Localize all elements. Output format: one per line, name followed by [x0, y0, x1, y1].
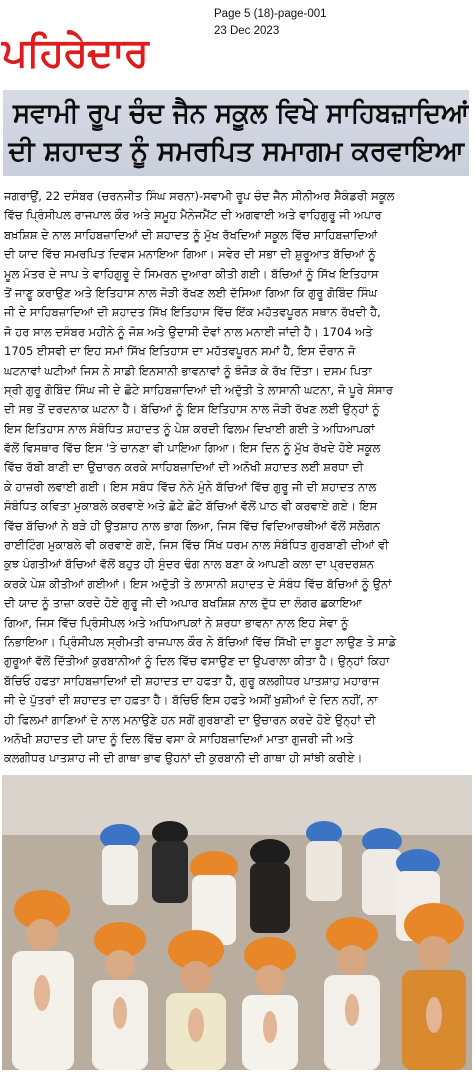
newspaper-logo: ਪਹਿਰੇਦਾਰ	[2, 30, 148, 76]
article-line: ਇਸ ਇਤਿਹਾਸ ਨਾਲ ਸੰਬੰਧਿਤ ਸ਼ਹਾਦਤ ਨੂੰ ਪੇਸ਼ ਕਰਦੀ ਫਿਲਮ ਦਿਖਾਈ ਗਈ ਤੇ ਅਧਿਆਪਕਾਂ	[4, 421, 375, 436]
article-line: ਸ੍ਰੀ ਗੁਰੂ ਗੋਬਿੰਦ ਸਿੰਘ ਜੀ ਦੇ ਛੋਟੇ ਸਾਹਿਬਜ਼ਾਦਿਆਂ ਦੀ ਅਦੁੱਤੀ ਤੇ ਲਾਸਾਨੀ ਘਟਨਾ, ਜੋ ਪੂਰੇ ਸੰਸਾਰ	[4, 382, 393, 397]
article-line: ਜੀ ਦੇ ਸਾਹਿਬਜ਼ਾਦਿਆਂ ਦੀ ਸ਼ਹਾਦਤ ਸਿੱਖ ਇਤਿਹਾਸ ਵਿੱਚ ਇੱਕ ਮਹੱਤਵਪੂਰਨ ਸਥਾਨ ਰੱਖਦੀ ਹੈ,	[4, 305, 381, 320]
article-line: ਕਰਕੇ ਪੇਸ਼ ਕੀਤੀਆਂ ਗਈਆਂ। ਇਸ ਅਦੁੱਤੀ ਤੇ ਲਾਸਾਨੀ ਸ਼ਹਾਦਤ ਦੇ ਸੰਬੰਧ ਵਿੱਚ ਬੱਚਿਆਂ ਨੂੰ ਉਨਾਂ	[4, 576, 392, 591]
article-line: ਕੇ ਹਾਜ਼ਰੀ ਲਵਾਈ ਗਈ। ਇਸ ਸਬੰਧ ਵਿੱਚ ਨੰਨੇ ਮੁੰਨੇ ਬੱਚਿਆਂ ਵਿੱਚ ਗੁਰੂ ਜੀ ਦੀ ਸ਼ਹਾਦਤ ਨਾਲ	[4, 479, 377, 494]
article-line: ਵੱਲੋਂ ਵਿਸਥਾਰ ਵਿੱਚ ਇਸ 'ਤੇ ਚਾਨਣਾ ਵੀ ਪਾਇਆ ਗਿਆ। ਇਸ ਦਿਨ ਨੂੰ ਮੁੱਖ ਰੱਖਦੇ ਹੋਏ ਸਕੂਲ	[4, 441, 381, 456]
article-line: ਮੂਲ ਮੰਤਰ ਦੇ ਜਾਪ ਤੇ ਵਾਹਿਗੁਰੂ ਦੇ ਸਿਮਰਨ ਦੁਆਰਾ ਕੀਤੀ ਗਈ। ਬੱਚਿਆਂ ਨੂੰ ਸਿੱਖ ਇਤਿਹਾਸ	[4, 266, 379, 281]
article-line: ਦੀ ਯਾਦ ਵਿੱਚ ਸਮਰਪਿਤ ਦਿਵਸ ਮਨਾਇਆ ਗਿਆ। ਸਵੇਰ ਦੀ ਸਭਾ ਦੀ ਸ਼ੁਰੂਆਤ ਬੱਚਿਆਂ ਨੂੰ	[4, 247, 376, 262]
article-line: 1705 ਈਸਵੀ ਦਾ ਇਹ ਸਮਾਂ ਸਿੱਖ ਇਤਿਹਾਸ ਦਾ ਮਹੱਤਵਪੂਰਨ ਸਮਾਂ ਹੈ, ਇਸ ਦੌਰਾਨ ਜੋ	[4, 344, 356, 359]
article-line: ਅਨੋਖੀ ਸ਼ਹਾਦਤ ਦੀ ਯਾਦ ਨੂੰ ਦਿਲ ਵਿੱਚ ਵਸਾ ਕੇ ਸਾਹਿਬਜ਼ਾਦਿਆਂ ਮਾਤਾ ਗੁਜਰੀ ਜੀ ਅਤੇ	[4, 731, 354, 746]
article-line: ਵਿੱਚ ਬੱਚਿਆਂ ਨੇ ਬੜੇ ਹੀ ਉਤਸ਼ਾਹ ਨਾਲ ਭਾਗ ਲਿਆ, ਜਿਸ ਵਿੱਚ ਵਿਦਿਆਰਥੀਆਂ ਵੱਲੋਂ ਸਲੋਗਨ	[4, 518, 380, 533]
article-line: ਰਾਈਟਿੰਗ ਮੁਕਾਬਲੇ ਵੀ ਕਰਵਾਏ ਗਏ, ਜਿਸ ਵਿੱਚ ਸਿੱਖ ਧਰਮ ਨਾਲ ਸੰਬੰਧਿਤ ਗੁਰਬਾਣੀ ਦੀਆਂ ਵੀ	[4, 538, 389, 553]
article-line: ਗਿਆ, ਜਿਸ ਵਿੱਚ ਪ੍ਰਿੰਸੀਪਲ ਅਤੇ ਅਧਿਆਪਕਾਂ ਨੇ ਸ਼ਰਧਾ ਭਾਵਨਾ ਨਾਲ ਇਹ ਸੇਵਾ ਨੂੰ	[4, 615, 349, 630]
article-line: ਵਿੱਚ ਪ੍ਰਿੰਸੀਪਲ ਰਾਜਪਾਲ ਕੌਰ ਅਤੇ ਸਮੂਹ ਮੈਨੇਜਮੈਂਟ ਦੀ ਅਗਵਾਈ ਅਤੇ ਵਾਹਿਗੁਰੂ ਜੀ ਅਪਾਰ	[4, 208, 382, 223]
article-line: ਬਖ਼ਸ਼ਿਸ਼ ਦੇ ਨਾਲ ਸਾਹਿਬਜ਼ਾਦਿਆਂ ਦੀ ਸ਼ਹਾਦਤ ਨੂੰ ਮੁੱਖ ਰੱਖਦਿਆਂ ਸਕੂਲ ਵਿੱਚ ਸਾਹਿਬਜ਼ਾਦਿਆਂ	[4, 227, 378, 242]
article-line: ਜੋ ਹਰ ਸਾਲ ਦਸੰਬਰ ਮਹੀਨੇ ਨੂੰ ਜੋਸ਼ ਅਤੇ ਉਦਾਸੀ ਦੋਵਾਂ ਨਾਲ ਮਨਾਈ ਜਾਂਦੀ ਹੈ। 1704 ਅਤੇ	[4, 324, 373, 339]
edition-date: 23 Dec 2023	[214, 25, 280, 37]
article-line: ਹੀ ਫਿਲਮਾਂ ਗਾਣਿਆਂ ਦੇ ਨਾਲ ਮਨਾਉਣੇ ਹਨ ਸਗੋਂ ਗੁਰਬਾਣੀ ਦਾ ਉਚਾਰਨ ਕਰਦੇ ਹੋਏ ਉਨ੍ਹਾਂ ਦੀ	[4, 712, 376, 727]
article-line: ਕਲਗੀਧਰ ਪਾਤਸ਼ਾਹ ਜੀ ਦੀ ਗਾਥਾ ਭਾਵ ਉਹਨਾਂ ਦੀ ਕੁਰਬਾਨੀ ਦੀ ਗਾਥਾ ਹੀ ਸਾਂਝੀ ਕਰੀਏ।	[4, 751, 363, 766]
headline-line-2: ਦੀ ਸ਼ਹਾਦਤ ਨੂੰ ਸਮਰਪਿਤ ਸਮਾਗਮ ਕਰਵਾਇਆ	[8, 136, 464, 167]
article-line: ਦੀ ਯਾਦ ਨੂੰ ਤਾਜ਼ਾ ਕਰਦੇ ਹੋਏ ਗੁਰੂ ਜੀ ਦੀ ਅਪਾਰ ਬਖਸ਼ਿਸ਼ ਨਾਲ ਦੁੱਧ ਦਾ ਲੰਗਰ ਛਕਾਇਆ	[4, 596, 362, 611]
article-line: ਵਿੱਚ ਰੱਬੀ ਬਾਣੀ ਦਾ ਉਚਾਰਨ ਕਰਕੇ ਸਾਹਿਬਜ਼ਾਦਿਆਂ ਦੀ ਅਨੋਖੀ ਸ਼ਹਾਦਤ ਲਈ ਸ਼ਰਧਾ ਦੀ	[4, 460, 364, 475]
page-label: Page 5 (18)-page-001	[214, 8, 327, 20]
article-line: ਨਿਭਾਇਆ। ਪ੍ਰਿੰਸੀਪਲ ਸ੍ਰੀਮਤੀ ਰਾਜਪਾਲ ਕੌਰ ਨੇ ਬੱਚਿਆਂ ਵਿੱਚ ਸਿੱਖੀ ਦਾ ਬੂਟਾ ਲਾਉਣ ਤੇ ਸਾਡੇ	[4, 634, 397, 649]
masthead	[0, 0, 475, 85]
article-body	[4, 187, 470, 769]
headline-band	[3, 90, 469, 176]
article-line: ਸੰਬੰਧਿਤ ਕਵਿਤਾ ਮੁਕਾਬਲੇ ਕਰਵਾਏ ਅਤੇ ਛੋਟੇ ਛੋਟੇ ਬੱਚਿਆਂ ਵੱਲੋਂ ਪਾਠ ਵੀ ਕਰਵਾਏ ਗਏ। ਇਸ	[4, 499, 378, 514]
article-line: ਗੁਰੂਆਂ ਵੱਲੋਂ ਦਿੱਤੀਆਂ ਕੁਰਬਾਨੀਆਂ ਨੂੰ ਦਿਲ ਵਿੱਚ ਵਸਾਉਣ ਦਾ ਉਪਰਾਲਾ ਕੀਤਾ ਹੈ। ਉਨ੍ਹਾਂ ਕਿਹਾ	[4, 654, 390, 669]
article-line: ਦੀ ਸਭ ਤੋਂ ਦਰਦਨਾਕ ਘਟਨਾ ਹੈ। ਬੱਚਿਆਂ ਨੂੰ ਇਸ ਇਤਿਹਾਸ ਨਾਲ ਜੋੜੀ ਰੱਖਣ ਲਈ ਉਨ੍ਹਾਂ ਨੂੰ	[4, 402, 380, 417]
news-photo	[2, 775, 472, 1070]
article-line: ਘਟਨਾਵਾਂ ਘਟੀਆਂ ਜਿਸ ਨੇ ਸਾਡੀ ਇਨਸਾਨੀ ਭਾਵਨਾਵਾਂ ਨੂੰ ਝੰਜੋੜ ਕੇ ਰੱਖ ਦਿੱਤਾ। ਦਸਮ ਪਿਤਾ	[4, 363, 372, 378]
children-praying-photo	[2, 775, 472, 1070]
article-line: ਜਗਰਾਉਂ, 22 ਦਸੰਬਰ (ਚਰਨਜੀਤ ਸਿੰਘ ਸਰਨਾ)-ਸਵਾਮੀ ਰੂਪ ਚੰਦ ਜੈਨ ਸੀਨੀਅਰ ਸੈਕੰਡਰੀ ਸਕੂਲ	[4, 189, 395, 203]
article-line: ਬੱਚਿਓ ਹਫਤਾ ਸਾਹਿਬਜ਼ਾਦਿਆਂ ਦੀ ਸ਼ਹਾਦਤ ਦਾ ਹਫਤਾ ਹੈ, ਗੁਰੂ ਕਲਗੀਧਰ ਪਾਤਸ਼ਾਹ ਮਹਾਰਾਜ	[4, 673, 380, 688]
headline-line-1: ਸਵਾਮੀ ਰੂਪ ਚੰਦ ਜੈਨ ਸਕੂਲ ਵਿਖੇ ਸਾਹਿਬਜ਼ਾਦਿਆਂ	[13, 98, 469, 129]
page-info	[214, 6, 327, 40]
article-line: ਕੁਝ ਪੰਗਤੀਆਂ ਬੱਚਿਆਂ ਵੱਲੋਂ ਬਹੁਤ ਹੀ ਸੁੰਦਰ ਢੰਗ ਨਾਲ ਬਣਾ ਕੇ ਆਪਣੀ ਕਲਾ ਦਾ ਪ੍ਰਦਰਸ਼ਨ	[4, 557, 375, 572]
article-line: ਤੋਂ ਜਾਣੂ ਕਰਾਉਣ ਅਤੇ ਇਤਿਹਾਸ ਨਾਲ ਜੋੜੀ ਰੱਖਣ ਲਈ ਦੱਸਿਆ ਗਿਆ ਕਿ ਗੁਰੂ ਗੋਬਿੰਦ ਸਿੰਘ	[4, 285, 378, 300]
article-line: ਜੀ ਦੇ ਪੁੱਤਰਾਂ ਦੀ ਸ਼ਹਾਦਤ ਦਾ ਹਫ਼ਤਾ ਹੈ। ਬੱਚਿਓ ਇਸ ਹਫਤੇ ਅਸੀਂ ਖੁਸ਼ੀਆਂ ਦੇ ਦਿਨ ਨਹੀਂ, ਨਾ	[4, 693, 378, 708]
